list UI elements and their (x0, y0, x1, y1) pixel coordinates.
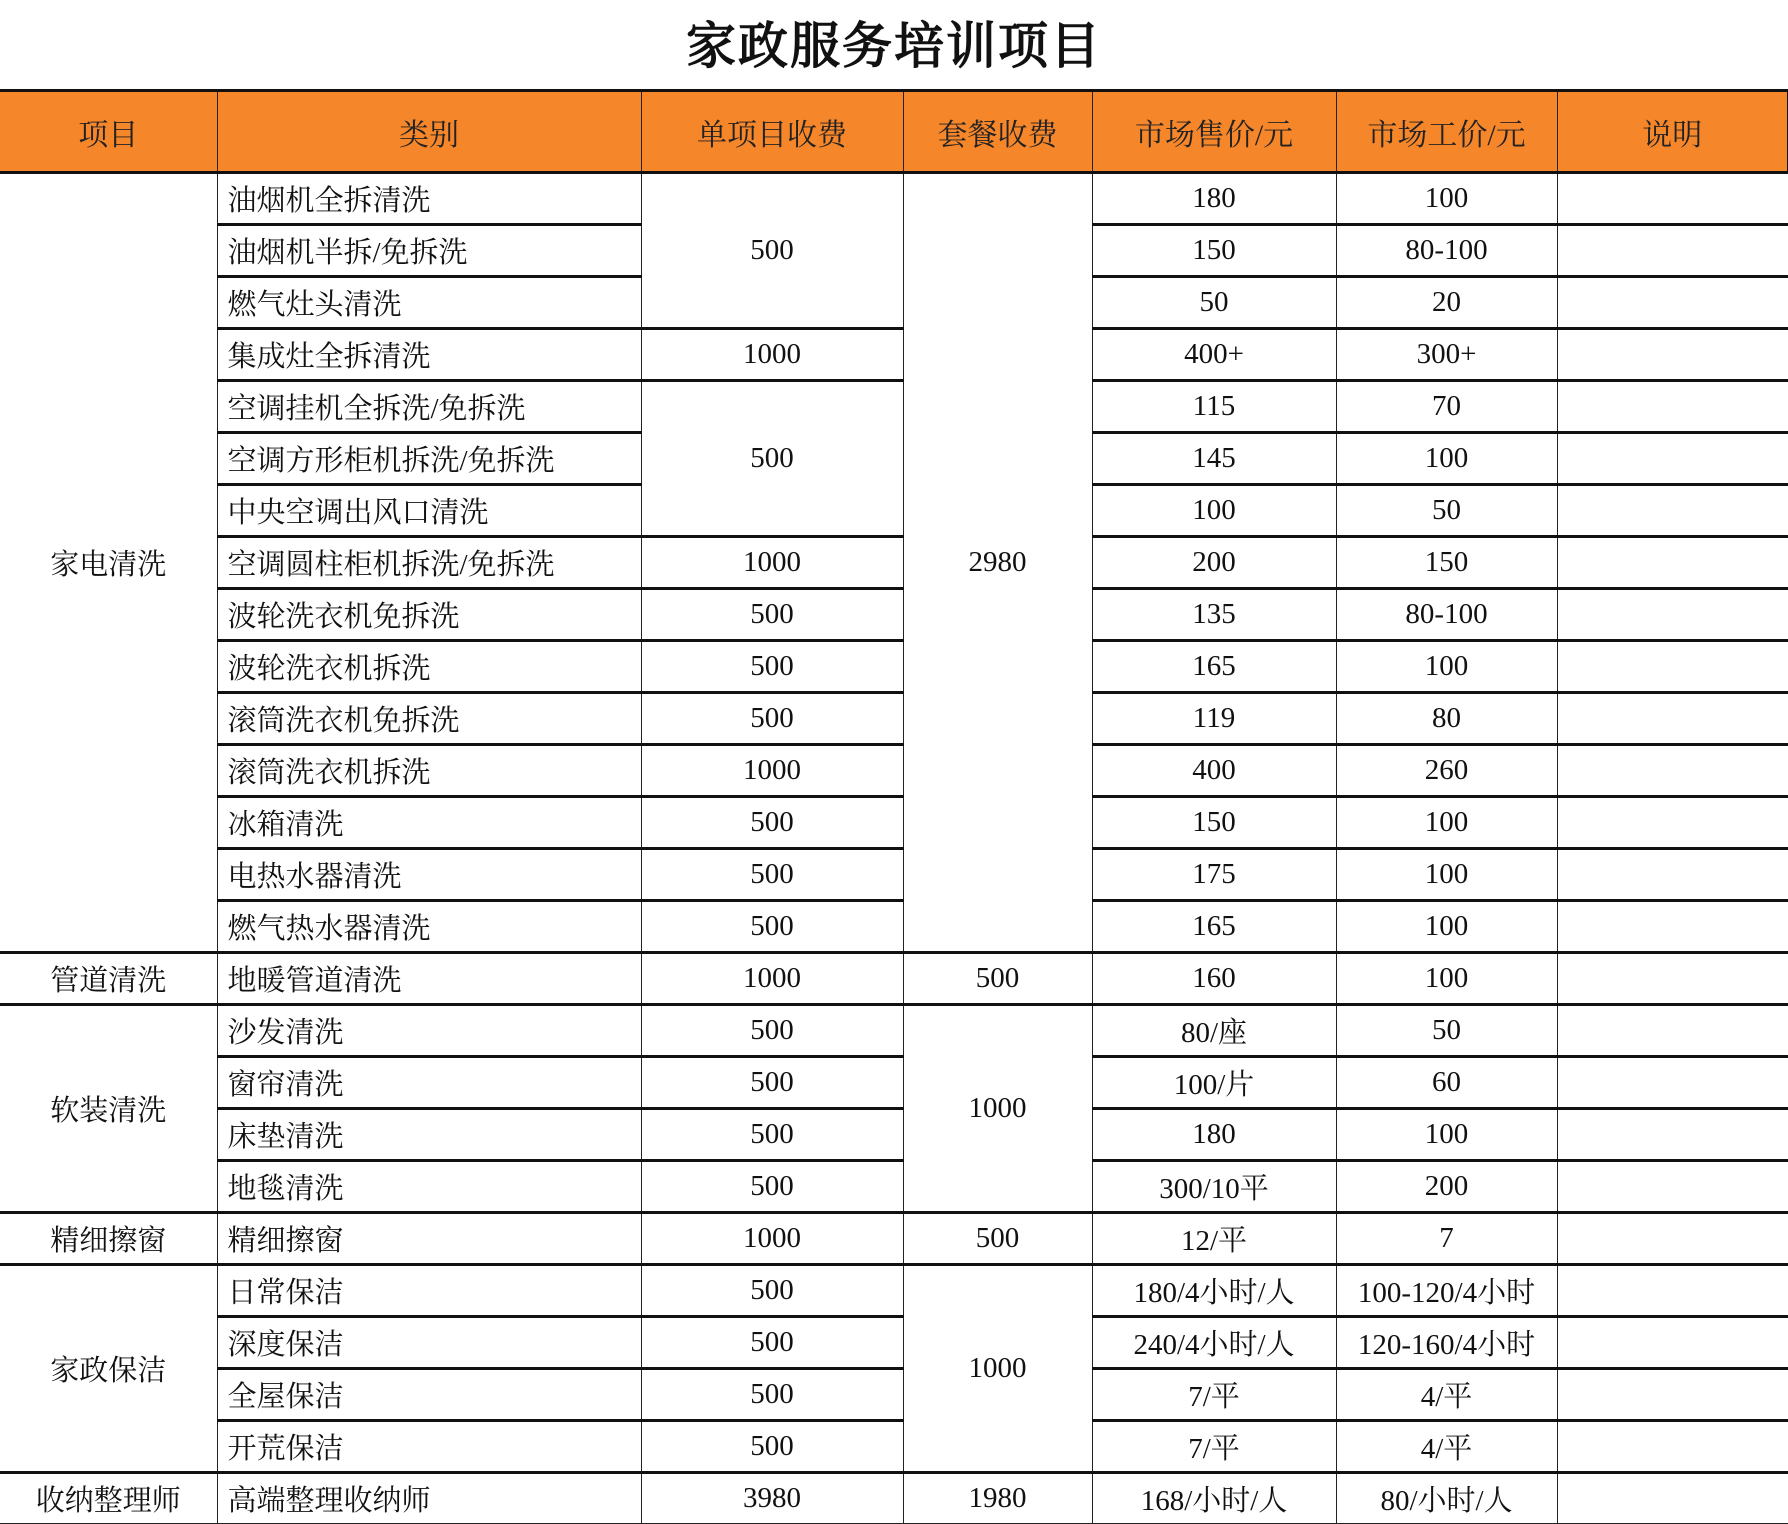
category-cell: 地暖管道清洗 (217, 953, 641, 1005)
market-price-cell: 12/平 (1092, 1213, 1336, 1265)
labor-price-cell: 4/平 (1336, 1369, 1557, 1421)
labor-price-cell: 80 (1336, 693, 1557, 745)
category-cell: 波轮洗衣机免拆洗 (217, 589, 641, 641)
single-fee-cell: 500 (641, 901, 903, 953)
table-row (0, 1421, 1788, 1473)
notes-cell (1557, 277, 1788, 329)
table-row (0, 173, 1788, 225)
notes-cell (1557, 173, 1788, 225)
category-cell: 集成灶全拆清洗 (217, 329, 641, 381)
labor-price-cell: 20 (1336, 277, 1557, 329)
labor-price-cell: 260 (1336, 745, 1557, 797)
category-cell: 地毯清洗 (217, 1161, 641, 1213)
project-group-cell: 管道清洗 (0, 953, 217, 1005)
labor-price-cell: 100 (1336, 797, 1557, 849)
labor-price-cell: 80/小时/人 (1336, 1473, 1557, 1524)
notes-cell (1557, 745, 1788, 797)
market-price-cell: 100 (1092, 485, 1336, 537)
category-cell: 深度保洁 (217, 1317, 641, 1369)
category-cell: 高端整理收纳师 (217, 1473, 641, 1524)
notes-cell (1557, 537, 1788, 589)
notes-cell (1557, 849, 1788, 901)
single-fee-cell: 500 (641, 1421, 903, 1473)
single-fee-cell: 3980 (641, 1473, 903, 1524)
single-fee-cell: 500 (641, 1057, 903, 1109)
notes-cell (1557, 1005, 1788, 1057)
labor-price-cell: 7 (1336, 1213, 1557, 1265)
category-cell: 开荒保洁 (217, 1421, 641, 1473)
labor-price-cell: 150 (1336, 537, 1557, 589)
market-price-cell: 150 (1092, 225, 1336, 277)
table-row (0, 589, 1788, 641)
table-row (0, 693, 1788, 745)
labor-price-cell: 60 (1336, 1057, 1557, 1109)
table-row (0, 849, 1788, 901)
notes-cell (1557, 225, 1788, 277)
labor-price-cell: 70 (1336, 381, 1557, 433)
table-row (0, 1369, 1788, 1421)
market-price-cell: 180 (1092, 173, 1336, 225)
notes-cell (1557, 693, 1788, 745)
market-price-cell: 100/片 (1092, 1057, 1336, 1109)
market-price-cell: 180/4小时/人 (1092, 1265, 1336, 1317)
header-row (0, 91, 1788, 173)
labor-price-cell: 50 (1336, 1005, 1557, 1057)
notes-cell (1557, 1213, 1788, 1265)
single-fee-cell: 500 (641, 1161, 903, 1213)
market-price-cell: 145 (1092, 433, 1336, 485)
table-row (0, 953, 1788, 1005)
category-cell: 油烟机全拆清洗 (217, 173, 641, 225)
category-cell: 空调挂机全拆洗/免拆洗 (217, 381, 641, 433)
table-row (0, 1109, 1788, 1161)
market-price-cell: 300/10平 (1092, 1161, 1336, 1213)
notes-cell (1557, 485, 1788, 537)
table-row (0, 641, 1788, 693)
labor-price-cell: 100 (1336, 901, 1557, 953)
category-cell: 波轮洗衣机拆洗 (217, 641, 641, 693)
table-row (0, 1057, 1788, 1109)
header-project: 项目 (0, 91, 217, 173)
header-labor-price: 市场工价/元 (1336, 91, 1557, 173)
market-price-cell: 119 (1092, 693, 1336, 745)
labor-price-cell: 100 (1336, 173, 1557, 225)
labor-price-cell: 100 (1336, 433, 1557, 485)
category-cell: 滚筒洗衣机免拆洗 (217, 693, 641, 745)
labor-price-cell: 200 (1336, 1161, 1557, 1213)
single-fee-cell: 1000 (641, 953, 903, 1005)
single-fee-cell: 500 (641, 1317, 903, 1369)
market-price-cell: 175 (1092, 849, 1336, 901)
table-row (0, 1213, 1788, 1265)
single-fee-cell: 500 (641, 173, 903, 329)
project-group-cell: 收纳整理师 (0, 1473, 217, 1524)
notes-cell (1557, 797, 1788, 849)
header-market-price: 市场售价/元 (1092, 91, 1336, 173)
header-notes: 说明 (1557, 91, 1788, 173)
notes-cell (1557, 1109, 1788, 1161)
market-price-cell: 7/平 (1092, 1421, 1336, 1473)
single-fee-cell: 500 (641, 641, 903, 693)
labor-price-cell: 300+ (1336, 329, 1557, 381)
market-price-cell: 150 (1092, 797, 1336, 849)
notes-cell (1557, 1369, 1788, 1421)
labor-price-cell: 80-100 (1336, 225, 1557, 277)
market-price-cell: 165 (1092, 901, 1336, 953)
market-price-cell: 7/平 (1092, 1369, 1336, 1421)
package-fee-cell: 500 (903, 1213, 1092, 1265)
category-cell: 燃气热水器清洗 (217, 901, 641, 953)
table-row (0, 1473, 1788, 1524)
category-cell: 全屋保洁 (217, 1369, 641, 1421)
notes-cell (1557, 1421, 1788, 1473)
labor-price-cell: 80-100 (1336, 589, 1557, 641)
project-group-cell: 家政保洁 (0, 1265, 217, 1473)
table-row (0, 1265, 1788, 1317)
single-fee-cell: 1000 (641, 745, 903, 797)
single-fee-cell: 1000 (641, 1213, 903, 1265)
notes-cell (1557, 1057, 1788, 1109)
notes-cell (1557, 1265, 1788, 1317)
category-cell: 床垫清洗 (217, 1109, 641, 1161)
category-cell: 中央空调出风口清洗 (217, 485, 641, 537)
notes-cell (1557, 953, 1788, 1005)
labor-price-cell: 120-160/4小时 (1336, 1317, 1557, 1369)
single-fee-cell: 1000 (641, 329, 903, 381)
category-cell: 沙发清洗 (217, 1005, 641, 1057)
labor-price-cell: 100 (1336, 1109, 1557, 1161)
category-cell: 燃气灶头清洗 (217, 277, 641, 329)
category-cell: 空调圆柱柜机拆洗/免拆洗 (217, 537, 641, 589)
market-price-cell: 400+ (1092, 329, 1336, 381)
notes-cell (1557, 381, 1788, 433)
category-cell: 精细擦窗 (217, 1213, 641, 1265)
single-fee-cell: 500 (641, 381, 903, 537)
single-fee-cell: 500 (641, 589, 903, 641)
category-cell: 滚筒洗衣机拆洗 (217, 745, 641, 797)
table-row (0, 1161, 1788, 1213)
single-fee-cell: 500 (641, 1369, 903, 1421)
notes-cell (1557, 433, 1788, 485)
market-price-cell: 80/座 (1092, 1005, 1336, 1057)
notes-cell (1557, 589, 1788, 641)
labor-price-cell: 50 (1336, 485, 1557, 537)
single-fee-cell: 500 (641, 1005, 903, 1057)
market-price-cell: 168/小时/人 (1092, 1473, 1336, 1524)
table-row (0, 329, 1788, 381)
package-fee-cell: 1980 (903, 1473, 1092, 1524)
labor-price-cell: 100 (1336, 953, 1557, 1005)
market-price-cell: 240/4小时/人 (1092, 1317, 1336, 1369)
package-fee-cell: 500 (903, 953, 1092, 1005)
single-fee-cell: 1000 (641, 537, 903, 589)
labor-price-cell: 4/平 (1336, 1421, 1557, 1473)
package-fee-cell: 1000 (903, 1265, 1092, 1473)
table-row (0, 797, 1788, 849)
table-row (0, 1005, 1788, 1057)
project-group-cell: 精细擦窗 (0, 1213, 217, 1265)
single-fee-cell: 500 (641, 1109, 903, 1161)
package-fee-cell: 1000 (903, 1005, 1092, 1213)
notes-cell (1557, 1317, 1788, 1369)
table-row (0, 1317, 1788, 1369)
training-table (0, 89, 1788, 1524)
header-package-fee: 套餐收费 (903, 91, 1092, 173)
table-row (0, 537, 1788, 589)
category-cell: 油烟机半拆/免拆洗 (217, 225, 641, 277)
project-group-cell: 软装清洗 (0, 1005, 217, 1213)
market-price-cell: 200 (1092, 537, 1336, 589)
category-cell: 空调方形柜机拆洗/免拆洗 (217, 433, 641, 485)
market-price-cell: 135 (1092, 589, 1336, 641)
market-price-cell: 160 (1092, 953, 1336, 1005)
single-fee-cell: 500 (641, 1265, 903, 1317)
table-row (0, 901, 1788, 953)
single-fee-cell: 500 (641, 797, 903, 849)
page-title: 家政服务培训项目 (686, 16, 1102, 75)
header-single-fee: 单项目收费 (641, 91, 903, 173)
notes-cell (1557, 901, 1788, 953)
category-cell: 日常保洁 (217, 1265, 641, 1317)
table-row (0, 381, 1788, 433)
notes-cell (1557, 329, 1788, 381)
notes-cell (1557, 1161, 1788, 1213)
single-fee-cell: 500 (641, 693, 903, 745)
category-cell: 电热水器清洗 (217, 849, 641, 901)
labor-price-cell: 100 (1336, 849, 1557, 901)
market-price-cell: 400 (1092, 745, 1336, 797)
labor-price-cell: 100 (1336, 641, 1557, 693)
market-price-cell: 50 (1092, 277, 1336, 329)
market-price-cell: 165 (1092, 641, 1336, 693)
market-price-cell: 115 (1092, 381, 1336, 433)
category-cell: 冰箱清洗 (217, 797, 641, 849)
project-group-cell: 家电清洗 (0, 173, 217, 953)
labor-price-cell: 100-120/4小时 (1336, 1265, 1557, 1317)
table-row (0, 745, 1788, 797)
package-fee-cell: 2980 (903, 173, 1092, 953)
category-cell: 窗帘清洗 (217, 1057, 641, 1109)
single-fee-cell: 500 (641, 849, 903, 901)
notes-cell (1557, 1473, 1788, 1524)
market-price-cell: 180 (1092, 1109, 1336, 1161)
header-category: 类别 (217, 91, 641, 173)
notes-cell (1557, 641, 1788, 693)
